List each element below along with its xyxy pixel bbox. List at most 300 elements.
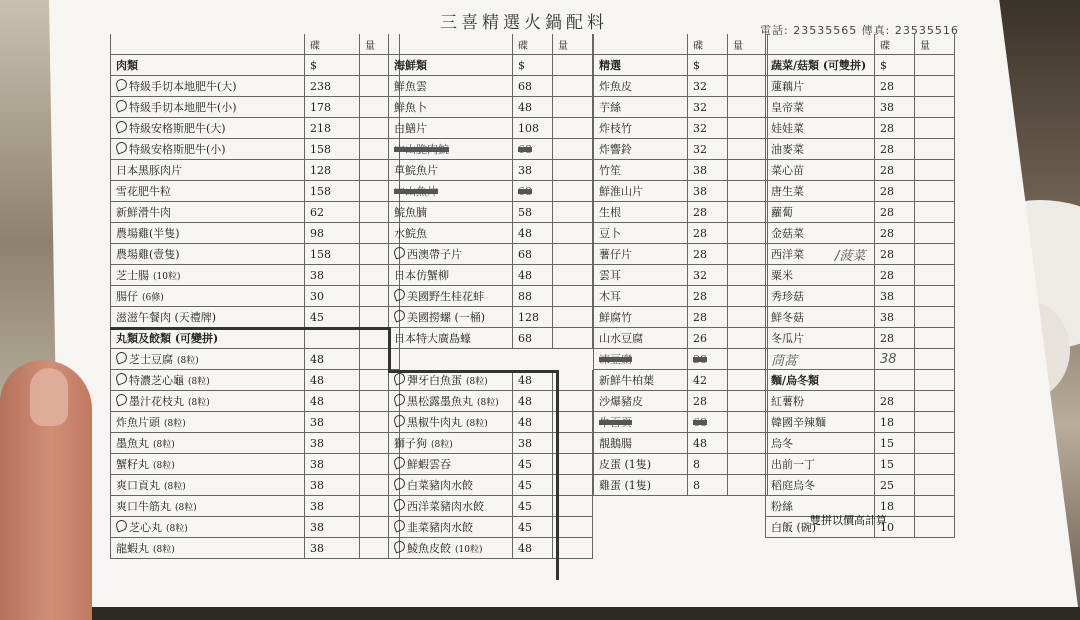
item-price: 15 xyxy=(875,433,915,453)
item-name-cell xyxy=(110,265,305,285)
section-divider xyxy=(388,327,391,371)
menu-item-row xyxy=(593,475,768,496)
item-price: 48 xyxy=(513,412,553,432)
qty-cell[interactable] xyxy=(915,139,955,159)
qty-cell[interactable] xyxy=(553,496,593,516)
qty-cell[interactable] xyxy=(728,370,768,390)
item-count-note: (8粒) xyxy=(164,419,186,429)
item-price: 32 xyxy=(688,97,728,117)
item-price: 8 xyxy=(688,454,728,474)
item-name: 美國野生桂花蚌 xyxy=(407,290,484,303)
menu-item-row xyxy=(593,181,768,202)
qty-cell[interactable] xyxy=(915,454,955,474)
item-count-note: (8粒) xyxy=(188,398,210,408)
menu-item-row xyxy=(388,370,593,391)
item-name-cell xyxy=(110,412,305,432)
item-name-cell xyxy=(765,265,875,285)
qty-cell[interactable] xyxy=(728,349,768,369)
item-price: 28 xyxy=(875,160,915,180)
qty-cell[interactable] xyxy=(553,454,593,474)
item-name-cell xyxy=(110,538,305,558)
item-price: 18 xyxy=(875,412,915,432)
qty-cell[interactable] xyxy=(915,244,955,264)
qty-cell[interactable] xyxy=(728,223,768,243)
item-name: 白菜豬肉水餃 xyxy=(407,479,473,492)
menu-item-row xyxy=(388,286,593,307)
item-price: 158 xyxy=(305,139,360,159)
qty-cell[interactable] xyxy=(728,286,768,306)
item-name: 水鯇魚 xyxy=(394,227,427,240)
qty-cell[interactable] xyxy=(915,475,955,495)
section-divider xyxy=(388,370,558,373)
category-cell xyxy=(593,55,688,75)
qty-cell[interactable] xyxy=(915,55,955,75)
qty-cell[interactable] xyxy=(728,55,768,75)
item-name-cell xyxy=(388,307,513,327)
qty-cell[interactable] xyxy=(553,55,593,75)
item-name-cell xyxy=(593,223,688,243)
item-name: 獅子狗 xyxy=(394,437,427,450)
item-name: 竹笙 xyxy=(599,164,621,177)
menu-item-row xyxy=(388,307,593,328)
item-count-note: (8粒) xyxy=(164,482,186,492)
item-name: 炸枝竹 xyxy=(599,122,632,135)
item-price: 32 xyxy=(688,76,728,96)
qty-cell[interactable] xyxy=(728,433,768,453)
item-name: 炸響鈴 xyxy=(599,143,632,156)
item-name-cell xyxy=(388,517,513,537)
qty-cell[interactable] xyxy=(553,244,593,264)
item-price: 158 xyxy=(305,244,360,264)
item-price: 42 xyxy=(688,370,728,390)
menu-item-row xyxy=(388,391,593,412)
item-name-cell xyxy=(388,223,513,243)
item-count-note: (8粒) xyxy=(477,398,499,408)
item-name-cell xyxy=(593,286,688,306)
item-name: 秀珍菇 xyxy=(771,290,804,303)
qty-cell[interactable] xyxy=(728,160,768,180)
item-name: 蘿蔔 xyxy=(771,206,793,219)
menu-item-row xyxy=(593,391,768,412)
item-name-cell xyxy=(110,118,305,138)
item-name-cell xyxy=(765,349,875,369)
item-name: 特濃芝心龜 xyxy=(129,374,184,387)
qty-cell[interactable] xyxy=(553,412,593,432)
item-name: 鮮冬菇 xyxy=(771,311,804,324)
item-name: 西澳帶子片 xyxy=(407,248,462,261)
item-name: 白飯 (碗) xyxy=(771,521,817,534)
menu-item-row xyxy=(110,181,400,202)
menu-item-row xyxy=(110,391,400,412)
menu-item-row xyxy=(593,160,768,181)
menu-item-row xyxy=(110,265,400,286)
item-price: 38 xyxy=(875,286,915,306)
qty-cell[interactable] xyxy=(728,412,768,432)
item-name-cell xyxy=(388,139,513,159)
item-name-cell xyxy=(593,391,688,411)
qty-cell[interactable] xyxy=(553,538,593,558)
item-price: 38 xyxy=(688,181,728,201)
qty-cell[interactable] xyxy=(915,265,955,285)
price-header: $ xyxy=(875,55,915,75)
qty-cell[interactable] xyxy=(728,244,768,264)
menu-item-row xyxy=(593,349,768,370)
item-price: 38 xyxy=(305,475,360,495)
item-name: 炸魚皮 xyxy=(599,80,632,93)
menu-item-row xyxy=(765,223,955,244)
qty-cell[interactable] xyxy=(915,370,955,390)
item-price: 48 xyxy=(305,391,360,411)
item-name-cell xyxy=(765,307,875,327)
item-price: 48 xyxy=(513,391,553,411)
qty-cell[interactable] xyxy=(553,181,593,201)
category-heading: 肉類 xyxy=(116,59,138,72)
menu-item-row xyxy=(593,412,768,433)
qty-cell[interactable] xyxy=(915,97,955,117)
menu-item-row xyxy=(593,223,768,244)
leaf-icon xyxy=(114,140,128,154)
qty-cell[interactable] xyxy=(553,433,593,453)
qty-cell[interactable] xyxy=(915,517,955,537)
menu-item-row xyxy=(765,76,955,97)
qty-cell[interactable] xyxy=(728,181,768,201)
qty-cell[interactable] xyxy=(915,76,955,96)
item-name-cell xyxy=(593,97,688,117)
qty-cell[interactable] xyxy=(553,223,593,243)
order-sheet xyxy=(100,34,1005,594)
item-price: 68 xyxy=(513,328,553,348)
item-price: 28 xyxy=(875,181,915,201)
item-name-cell xyxy=(110,517,305,537)
header-qty: 碟 xyxy=(513,34,553,54)
leaf-icon xyxy=(392,413,406,427)
item-name: 鮮腐竹 xyxy=(599,311,632,324)
leaf-icon xyxy=(114,77,128,91)
leaf-icon xyxy=(392,455,406,469)
item-price: 48 xyxy=(513,370,553,390)
menu-item-row xyxy=(765,118,955,139)
item-price: 45 xyxy=(305,307,360,327)
qty-cell[interactable] xyxy=(728,139,768,159)
item-price: 38 xyxy=(305,517,360,537)
menu-item-row xyxy=(388,181,593,202)
item-name-cell xyxy=(110,139,305,159)
header-qty: 碟 xyxy=(305,34,360,54)
item-name-cell xyxy=(765,454,875,474)
item-price: 28 xyxy=(875,202,915,222)
menu-item-row xyxy=(388,433,593,454)
menu-item-row xyxy=(388,202,593,223)
menu-item-row xyxy=(765,139,955,160)
qty-cell[interactable] xyxy=(728,391,768,411)
item-name-cell xyxy=(388,370,513,390)
header-blank xyxy=(110,34,305,54)
item-price: 28 xyxy=(875,223,915,243)
item-name-cell xyxy=(765,160,875,180)
item-name: 芝士豆腐 xyxy=(129,353,173,366)
item-price: 28 xyxy=(688,244,728,264)
item-price: 128 xyxy=(305,160,360,180)
item-name: 皮蛋 (1隻) xyxy=(599,458,652,471)
item-name-cell xyxy=(388,202,513,222)
item-price: 28 xyxy=(875,244,915,264)
qty-cell[interactable] xyxy=(915,349,955,369)
item-name: 中山脆肉鯇 xyxy=(394,143,449,156)
item-price: 68 xyxy=(688,412,728,432)
menu-title: 三喜精選火鍋配料 xyxy=(440,13,608,33)
menu-item-row xyxy=(110,454,400,475)
qty-cell[interactable] xyxy=(553,517,593,537)
item-name-cell xyxy=(593,349,688,369)
qty-cell[interactable] xyxy=(728,454,768,474)
item-price: 28 xyxy=(875,328,915,348)
item-name: 白鱔片 xyxy=(394,122,427,135)
category-row xyxy=(593,55,768,76)
qty-cell[interactable] xyxy=(915,496,955,516)
qty-cell[interactable] xyxy=(915,307,955,327)
item-price: 62 xyxy=(305,202,360,222)
item-name-cell xyxy=(765,391,875,411)
leaf-icon xyxy=(392,371,406,385)
item-name-cell xyxy=(110,349,305,369)
leaf-icon xyxy=(392,518,406,532)
item-name-cell xyxy=(593,181,688,201)
item-name-cell xyxy=(765,433,875,453)
menu-item-row xyxy=(593,433,768,454)
item-price: 48 xyxy=(305,370,360,390)
qty-cell[interactable] xyxy=(553,475,593,495)
item-name-cell xyxy=(110,370,305,390)
category-row xyxy=(110,328,400,349)
category-cell xyxy=(388,55,513,75)
qty-cell[interactable] xyxy=(728,265,768,285)
qty-cell[interactable] xyxy=(915,160,955,180)
item-price: 38 xyxy=(513,160,553,180)
item-name: 草鯇魚片 xyxy=(394,164,438,177)
leaf-icon xyxy=(392,308,406,322)
item-name-cell xyxy=(593,76,688,96)
item-name: 滋滋午餐肉 (天禮牌) xyxy=(116,311,217,324)
menu-item-row xyxy=(593,265,768,286)
item-name: 油麥菜 xyxy=(771,143,804,156)
item-name: 韓國辛辣麵 xyxy=(771,416,826,429)
item-name: 特級手切本地肥牛(大) xyxy=(129,80,237,93)
qty-cell[interactable] xyxy=(553,286,593,306)
category-row xyxy=(765,55,955,76)
item-name: 薯仔片 xyxy=(599,248,632,261)
item-name: 粟米 xyxy=(771,269,793,282)
item-price: 38 xyxy=(875,97,915,117)
item-name-cell xyxy=(110,475,305,495)
header-blank xyxy=(765,34,875,54)
qty-cell[interactable] xyxy=(360,349,400,369)
qty-cell[interactable] xyxy=(553,391,593,411)
item-name: 西洋菜豬肉水餃 xyxy=(407,500,484,513)
item-count-note: (8粒) xyxy=(177,356,199,366)
thumbnail xyxy=(30,368,68,426)
qty-cell[interactable] xyxy=(915,286,955,306)
qty-cell[interactable] xyxy=(553,328,593,348)
item-name-cell xyxy=(593,475,688,495)
menu-item-row xyxy=(110,307,400,328)
menu-item-row xyxy=(765,307,955,328)
leaf-icon xyxy=(392,476,406,490)
item-name-cell xyxy=(593,328,688,348)
item-name: 日本黑豚肉片 xyxy=(116,164,182,177)
item-price: 38 xyxy=(513,433,553,453)
header-amount: 量 xyxy=(553,34,593,54)
item-price: 28 xyxy=(875,76,915,96)
menu-item-row xyxy=(593,118,768,139)
price-header: $ xyxy=(513,55,553,75)
item-price: 32 xyxy=(688,118,728,138)
item-name: 粉絲 xyxy=(771,500,793,513)
qty-cell[interactable] xyxy=(553,307,593,327)
qty-cell[interactable] xyxy=(728,118,768,138)
item-price: 128 xyxy=(513,307,553,327)
header-blank xyxy=(388,34,513,54)
qty-cell[interactable] xyxy=(915,391,955,411)
menu-item-row xyxy=(765,433,955,454)
contact-info: 電話: 23535565 傳真: 23535516 xyxy=(760,24,959,37)
item-price: 28 xyxy=(688,223,728,243)
item-name: 茼蒿 xyxy=(771,353,798,369)
item-name: 鮮淮山片 xyxy=(599,185,643,198)
item-name: 鮮魚卜 xyxy=(394,101,427,114)
item-price: 30 xyxy=(305,286,360,306)
menu-item-row xyxy=(388,496,593,517)
item-name: 新鮮牛柏葉 xyxy=(599,374,654,387)
item-price: 98 xyxy=(305,223,360,243)
item-name-cell xyxy=(110,433,305,453)
item-name-cell xyxy=(110,307,305,327)
item-name: 特級手切本地肥牛(小) xyxy=(129,101,237,114)
qty-cell[interactable] xyxy=(553,97,593,117)
qty-cell[interactable] xyxy=(728,475,768,495)
item-name-cell xyxy=(765,118,875,138)
qty-cell[interactable] xyxy=(553,118,593,138)
menu-item-row xyxy=(593,370,768,391)
item-name: 鮮蝦雲吞 xyxy=(407,458,451,471)
item-name-cell xyxy=(388,118,513,138)
qty-cell[interactable] xyxy=(915,202,955,222)
item-name-cell xyxy=(110,76,305,96)
qty-cell[interactable] xyxy=(553,202,593,222)
header-qty: 碟 xyxy=(688,34,728,54)
qty-cell[interactable] xyxy=(915,223,955,243)
qty-cell[interactable] xyxy=(553,265,593,285)
item-price: 28 xyxy=(688,307,728,327)
category-heading: 丸類及餃類 (可變拼) xyxy=(116,332,219,345)
item-price: 58 xyxy=(513,202,553,222)
item-name-cell xyxy=(593,370,688,390)
item-name-cell xyxy=(388,265,513,285)
item-price: 68 xyxy=(513,139,553,159)
qty-cell[interactable] xyxy=(553,76,593,96)
item-price: 38 xyxy=(305,454,360,474)
item-name-cell xyxy=(593,118,688,138)
menu-item-row xyxy=(765,328,955,349)
item-count-note: (8粒) xyxy=(466,377,488,387)
item-name: 生根 xyxy=(599,206,621,219)
item-count-note: (8粒) xyxy=(153,440,175,450)
item-name-cell xyxy=(110,160,305,180)
qty-cell[interactable] xyxy=(728,76,768,96)
item-name: 雪花肥牛粒 xyxy=(116,185,171,198)
qty-cell[interactable] xyxy=(553,139,593,159)
item-price: 38 xyxy=(688,160,728,180)
item-name-cell xyxy=(388,475,513,495)
menu-item-row xyxy=(593,244,768,265)
item-price: 218 xyxy=(305,118,360,138)
category-row xyxy=(388,55,593,76)
qty-cell[interactable] xyxy=(728,328,768,348)
menu-item-row xyxy=(110,538,400,559)
qty-cell[interactable] xyxy=(728,307,768,327)
item-name: 木耳 xyxy=(599,290,621,303)
leaf-icon xyxy=(114,518,128,532)
item-price: 28 xyxy=(875,265,915,285)
item-price: 38 xyxy=(875,349,915,369)
item-name: 韭菜豬肉水餃 xyxy=(407,521,473,534)
menu-item-row xyxy=(388,118,593,139)
item-price: 38 xyxy=(305,496,360,516)
price-header xyxy=(305,328,360,348)
item-name: 紅薯粉 xyxy=(771,395,804,408)
menu-item-row xyxy=(110,286,400,307)
leaf-icon xyxy=(114,350,128,364)
qty-cell[interactable] xyxy=(553,370,593,390)
menu-item-row xyxy=(388,97,593,118)
qty-cell[interactable] xyxy=(553,160,593,180)
qty-cell[interactable] xyxy=(728,97,768,117)
qty-cell[interactable] xyxy=(915,412,955,432)
qty-cell[interactable] xyxy=(915,118,955,138)
item-name: 爽口貢丸 xyxy=(116,479,160,492)
category-cell xyxy=(765,55,875,75)
item-price: 38 xyxy=(305,538,360,558)
item-price: 38 xyxy=(305,433,360,453)
qty-cell[interactable] xyxy=(915,181,955,201)
item-name-cell xyxy=(388,391,513,411)
qty-cell[interactable] xyxy=(915,328,955,348)
item-price: 45 xyxy=(513,454,553,474)
item-name-cell xyxy=(593,454,688,474)
item-name: 鯇魚腩 xyxy=(394,206,427,219)
menu-item-row xyxy=(110,475,400,496)
menu-item-row xyxy=(388,454,593,475)
item-name-cell xyxy=(388,244,513,264)
header-row xyxy=(593,34,768,55)
leaf-icon xyxy=(114,119,128,133)
item-name-cell xyxy=(765,139,875,159)
item-name-cell xyxy=(765,97,875,117)
menu-item-row xyxy=(593,328,768,349)
item-name-cell xyxy=(765,202,875,222)
item-price: 28 xyxy=(875,391,915,411)
item-name: 墨汁花枝丸 xyxy=(129,395,184,408)
qty-cell[interactable] xyxy=(728,202,768,222)
header-row xyxy=(388,34,593,55)
item-price: 48 xyxy=(305,349,360,369)
item-price: 38 xyxy=(875,307,915,327)
menu-item-row xyxy=(110,118,400,139)
item-count-note: (8粒) xyxy=(188,377,210,387)
qty-cell[interactable] xyxy=(915,433,955,453)
item-name: 唐生菜 xyxy=(771,185,804,198)
menu-item-row xyxy=(765,475,955,496)
item-price: 32 xyxy=(688,139,728,159)
